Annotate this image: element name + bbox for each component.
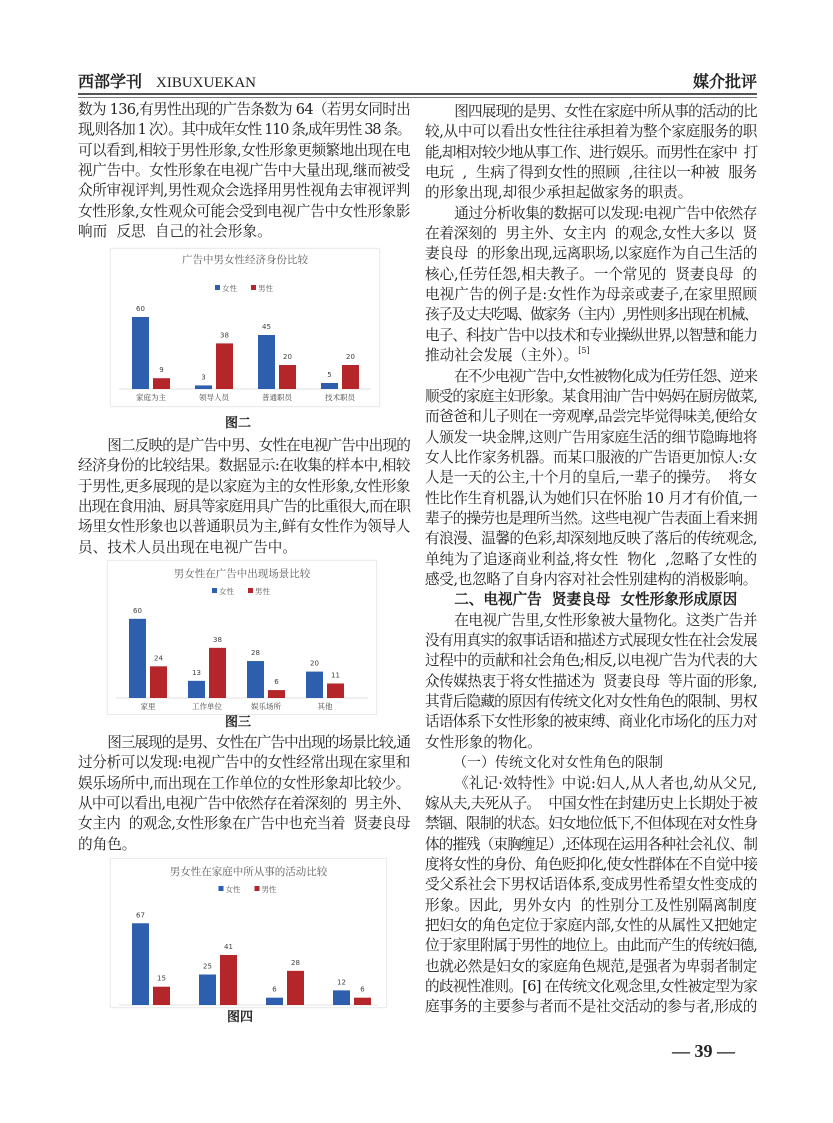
text-line bbox=[78, 436, 410, 456]
text-line bbox=[425, 407, 757, 427]
text-line bbox=[78, 161, 410, 181]
text-line bbox=[425, 244, 757, 264]
text-line bbox=[425, 835, 757, 855]
text-line bbox=[78, 100, 410, 120]
data-label: 6 bbox=[272, 985, 277, 994]
data-label: 28 bbox=[291, 958, 300, 967]
text-line-content: 庭事务的主要参与者而不是社交活动的参与者,形成的 bbox=[425, 998, 757, 1016]
text-line-content: 的歧视性准则。[6] 在传统文化观念里,女性被定型为家 bbox=[425, 977, 758, 995]
category-label: 技术职员 bbox=[325, 393, 355, 402]
text-line bbox=[425, 896, 757, 916]
text-line-content: 电玩 , 生病了得到女性的照顾 ,往往以一种被 服务 bbox=[425, 164, 757, 182]
text-line bbox=[78, 497, 410, 517]
text-line-content: 众所审视评判,男性观众会选择用男性视角去审视评判 bbox=[78, 182, 410, 200]
text-line-content: 女性形象的物化。 bbox=[425, 733, 542, 751]
paragraph bbox=[425, 102, 757, 204]
text-line-content: 话语体系下女性形象的被束缚、商业化市场化的压力对 bbox=[425, 713, 757, 731]
legend-label: 男性 bbox=[261, 885, 277, 894]
legend-label: 女性 bbox=[225, 885, 241, 894]
text-line bbox=[425, 774, 757, 794]
text-line-content: 过分析可以发现:电视广告中的女性经常出现在家里和 bbox=[78, 754, 411, 772]
text-line bbox=[425, 712, 757, 732]
text-line bbox=[425, 143, 757, 163]
text-line bbox=[425, 509, 757, 529]
text-line bbox=[425, 570, 757, 590]
text-line bbox=[425, 529, 757, 549]
text-line-content: 女性形象,女性观众可能会受到电视广告中女性形象影 bbox=[78, 202, 410, 220]
text-line bbox=[425, 326, 757, 346]
legend-label: 女性 bbox=[222, 284, 237, 293]
bar-female bbox=[195, 385, 212, 389]
bar-male bbox=[209, 648, 226, 698]
bar-male bbox=[220, 955, 237, 1005]
text-line-content: 二、电视广告 贤妻良母 女性形象形成原因 bbox=[454, 591, 738, 609]
text-line bbox=[425, 672, 757, 692]
data-label: 60 bbox=[133, 606, 142, 615]
legend-swatch-male bbox=[251, 285, 256, 290]
data-label: 38 bbox=[213, 635, 222, 644]
bar-male bbox=[279, 365, 296, 389]
text-line-content: 于男性,更多展现的是以家庭为主的女性形象,女性形象 bbox=[78, 477, 411, 495]
text-line-content: 单纯为了追逐商业利益,将女性 物化 ,忽略了女性的 bbox=[425, 550, 757, 568]
text-line-content: 感受,也忽略了自身内容对社会性别建构的消极影响。 bbox=[425, 570, 757, 588]
text-line bbox=[425, 855, 757, 875]
paragraph bbox=[78, 733, 410, 855]
text-line bbox=[425, 631, 757, 651]
bar-chart-figure-3 bbox=[107, 560, 377, 715]
category-label: 娱乐场所 bbox=[251, 702, 281, 711]
text-line bbox=[425, 346, 757, 366]
bar-female bbox=[247, 661, 264, 698]
page-number: — 39 — bbox=[672, 1041, 735, 1061]
text-line bbox=[425, 305, 757, 325]
text-line-content: 没有用真实的叙事话语和描述方式展现女性在社会发展 bbox=[425, 632, 757, 650]
text-line-content: 在着深刻的 男主外、女主内 的观念,女性大多以 贤 bbox=[425, 225, 757, 243]
data-label: 25 bbox=[203, 962, 212, 971]
text-line bbox=[78, 753, 410, 773]
text-line-content: 有浪漫、温馨的色彩,却深刻地反映了落后的传统观念, bbox=[425, 530, 758, 548]
journal-name-cn: 西部学刊 bbox=[78, 72, 143, 91]
text-line-content: 从中可以看出,电视广告中依然存在着深刻的 男主外、 bbox=[78, 795, 410, 813]
header-rule-thin bbox=[78, 97, 757, 98]
text-line-content: 视广告中。女性形象在电视广告中大量出现,继而被受 bbox=[78, 162, 410, 180]
text-line-content: 图三展现的是男、女性在广告中出现的场景比较,通 bbox=[107, 734, 410, 751]
text-line-content: 的形象出现,却很少承担起做家务的职责。 bbox=[425, 184, 693, 202]
bar-male bbox=[216, 343, 233, 389]
text-line bbox=[425, 814, 757, 834]
text-line-content: 位于家里附属于男性的地位上。由此而产生的传统妇德, bbox=[425, 937, 757, 955]
text-line-content: 辈子的操劳也是理所当然。这些电视广告表面上看来拥 bbox=[425, 509, 757, 527]
text-line bbox=[78, 794, 410, 814]
bar-male bbox=[153, 378, 170, 389]
text-line bbox=[425, 387, 757, 407]
text-line-content: 核心,任劳任怨,相夫教子。一个常见的 贤妻良母 的 bbox=[425, 265, 757, 283]
running-header-journal bbox=[78, 72, 256, 93]
text-line-content: 顺受的家庭主妇形象。某食用油广告中妈妈在厨房做菜, bbox=[425, 387, 757, 405]
bar-female bbox=[132, 923, 149, 1005]
chart-title: 男女性在广告中出现场景比较 bbox=[173, 568, 311, 580]
text-line-content: 电视广告的例子是:女性作为母亲或妻子,在家里照顾 bbox=[425, 286, 757, 304]
text-line bbox=[425, 285, 757, 305]
data-label: 67 bbox=[136, 911, 145, 920]
text-line-content: 可以看到,相较于男性形象,女性形象更频繁地出现在电 bbox=[78, 141, 411, 159]
text-line-content: 人是一天的公主,十个月的皇后,一辈子的操劳。 将女 bbox=[425, 469, 758, 487]
legend-swatch-female bbox=[212, 588, 217, 593]
text-line bbox=[425, 265, 757, 285]
text-line-content: 经济身份的比较结果。数据显示:在收集的样本中,相较 bbox=[78, 457, 410, 475]
text-line bbox=[425, 367, 757, 387]
data-label: 3 bbox=[201, 373, 206, 382]
text-line bbox=[78, 141, 410, 161]
text-line-content: 通过分析收集的数据可以发现:电视广告中依然存 bbox=[454, 204, 757, 222]
paragraph bbox=[425, 367, 757, 591]
paragraph bbox=[78, 100, 410, 242]
text-line-content: 较,从中可以看出女性往往承担着为整个家庭服务的职 bbox=[425, 123, 757, 141]
text-line-content: 体的摧残（束胸缠足）,还体现在运用各种社会礼仪、制 bbox=[425, 835, 757, 853]
category-label: 领导人员 bbox=[199, 393, 229, 402]
bar-male bbox=[327, 683, 344, 698]
data-label: 5 bbox=[327, 371, 332, 379]
text-line bbox=[425, 611, 757, 631]
category-label: 其他 bbox=[317, 702, 333, 711]
bar-female bbox=[188, 681, 205, 698]
text-line-content: 现,则各加 1 次）。其中成年女性 110 条,成年男性 38 条。 bbox=[78, 121, 411, 139]
text-line bbox=[425, 163, 757, 183]
text-line-content: 图四展现的是男、女性在家庭中所从事的活动的比 bbox=[454, 103, 757, 120]
text-line bbox=[78, 222, 410, 242]
legend-label: 男性 bbox=[258, 284, 273, 293]
category-label: 工作单位 bbox=[192, 702, 222, 711]
text-line-content: 《礼记·效特性》中说:妇人,从人者也,幼从父兄, bbox=[454, 774, 757, 792]
running-header-section: 媒介批评 bbox=[692, 72, 757, 91]
text-line-content: 妻良母 的形象出现,远离职场,以家庭作为自己生活的 bbox=[425, 245, 758, 263]
text-line-content: 把妇女的角色定位于家庭内部,女性的从属性又把她定 bbox=[425, 916, 757, 934]
text-line-content: 受父系社会下男权话语体系,变成男性希望女性变成的 bbox=[425, 876, 757, 894]
text-line bbox=[78, 517, 410, 537]
bar-female bbox=[199, 975, 216, 1006]
text-line bbox=[78, 733, 410, 753]
legend-swatch-male bbox=[248, 588, 253, 593]
text-line-content: 其背后隐藏的原因有传统文化对女性角色的限制、男权 bbox=[425, 693, 757, 711]
text-line bbox=[425, 753, 757, 773]
subsection-heading bbox=[425, 753, 757, 773]
text-line bbox=[425, 733, 757, 753]
bar-female bbox=[266, 998, 283, 1005]
text-line-content: 电子、科技广告中以技术和专业操纵世界,以智慧和能力 bbox=[425, 326, 757, 344]
data-label: 13 bbox=[192, 668, 201, 677]
data-label: 6 bbox=[360, 985, 365, 994]
bar-female bbox=[333, 990, 350, 1005]
text-line-content: 女人比作家务机器。而某口服液的广告语更加惊人:女 bbox=[425, 448, 758, 466]
text-line bbox=[425, 468, 757, 488]
category-label: 家庭为主 bbox=[136, 393, 166, 402]
chart-svg bbox=[108, 561, 376, 714]
chart-title: 广告中男女性经济身份比较 bbox=[182, 254, 308, 266]
text-line-content: 推动社会发展（主外）。 bbox=[425, 347, 579, 365]
text-line-content: （一）传统文化对女性角色的限制 bbox=[453, 755, 663, 772]
text-line bbox=[425, 183, 757, 203]
paragraph bbox=[425, 204, 757, 367]
bar-male bbox=[342, 365, 359, 389]
data-label: 20 bbox=[283, 353, 292, 361]
data-label: 28 bbox=[251, 649, 260, 658]
text-line-content: 过程中的贡献和社会角色;相反,以电视广告为代表的大 bbox=[425, 652, 757, 670]
text-line bbox=[425, 651, 757, 671]
bar-male bbox=[153, 987, 170, 1005]
text-line bbox=[425, 977, 757, 997]
text-line-content: 女主内 的观念,女性形象在广告中也充当着 贤妻良母 bbox=[78, 815, 411, 833]
text-line bbox=[425, 875, 757, 895]
text-line bbox=[425, 936, 757, 956]
data-label: 20 bbox=[346, 353, 355, 361]
text-line-content: 的角色。 bbox=[78, 835, 137, 853]
text-line bbox=[425, 692, 757, 712]
category-label: 家里 bbox=[140, 702, 156, 711]
text-line-content: 响而 反思 自己的社会形象。 bbox=[78, 223, 272, 241]
bar-male bbox=[268, 690, 285, 698]
text-line bbox=[425, 224, 757, 244]
text-line-content: 也就必然是妇女的家庭角色规范,是强者为卑弱者制定 bbox=[425, 957, 757, 975]
text-line bbox=[78, 120, 410, 140]
text-line-content: 在不少电视广告中,女性被物化成为任劳任怨、逆来 bbox=[454, 367, 757, 385]
text-line bbox=[425, 590, 757, 610]
figure-3-caption: 图三 bbox=[224, 715, 251, 730]
paragraph bbox=[78, 436, 410, 558]
data-label: 38 bbox=[220, 331, 229, 340]
text-line bbox=[78, 835, 410, 855]
chart-svg bbox=[111, 249, 379, 406]
text-line-content: 能,却相对较少地从事工作、进行娱乐。而男性在家中 打 bbox=[425, 143, 757, 161]
bar-female bbox=[132, 317, 149, 389]
legend-label: 女性 bbox=[219, 587, 234, 596]
data-label: 60 bbox=[136, 305, 145, 313]
legend-swatch-male bbox=[255, 886, 260, 891]
data-label: 11 bbox=[331, 671, 340, 680]
text-line-content: 数为 136,有男性出现的广告条数为 64（若男女同时出 bbox=[78, 101, 411, 118]
data-label: 12 bbox=[337, 978, 346, 987]
text-line bbox=[78, 202, 410, 222]
legend-label: 男性 bbox=[255, 587, 270, 596]
data-label: 20 bbox=[310, 659, 319, 668]
text-line bbox=[425, 550, 757, 570]
journal-name-en: XIBUXUEKAN bbox=[156, 75, 257, 91]
bar-male bbox=[354, 998, 371, 1005]
bar-chart-figure-2 bbox=[110, 248, 380, 407]
data-label: 15 bbox=[157, 974, 166, 983]
text-line bbox=[78, 774, 410, 794]
bar-chart-figure-4 bbox=[110, 858, 387, 1008]
category-label: 普通职员 bbox=[262, 393, 292, 402]
text-line-content: 图二反映的是广告中男、女性在电视广告中出现的 bbox=[107, 437, 410, 454]
text-line-content: 场里女性形象也以普通职员为主,鲜有女性作为领导人 bbox=[78, 518, 410, 536]
citation-ref: [5] bbox=[578, 346, 590, 356]
text-line bbox=[425, 957, 757, 977]
text-line bbox=[425, 102, 757, 122]
bar-female bbox=[321, 383, 338, 389]
text-line bbox=[78, 477, 410, 497]
header-rule bbox=[78, 93, 757, 95]
section-heading bbox=[425, 590, 757, 610]
paragraph bbox=[425, 611, 757, 753]
text-line-content: 在电视广告里,女性形象被大量物化。这类广告并 bbox=[454, 611, 757, 629]
bar-female bbox=[258, 335, 275, 389]
data-label: 24 bbox=[154, 654, 163, 663]
text-line-content: 而爸爸和儿子则在一旁观摩,品尝完毕觉得味美,便给女 bbox=[425, 408, 758, 426]
bar-female bbox=[129, 619, 146, 698]
paragraph bbox=[425, 774, 757, 1018]
text-line bbox=[78, 181, 410, 201]
text-line bbox=[425, 204, 757, 224]
text-line bbox=[425, 916, 757, 936]
chart-title: 男女性在家庭中所从事的活动比较 bbox=[169, 866, 328, 878]
text-line bbox=[425, 489, 757, 509]
text-line-content: 众传媒热衷于将女性描述为 贤妻良母 等片面的形象, bbox=[425, 672, 758, 690]
text-line bbox=[78, 814, 410, 834]
text-line-content: 度将女性的身份、角色贬抑化,使女性群体在不自觉中接 bbox=[425, 855, 757, 873]
legend-swatch-female bbox=[215, 285, 220, 290]
text-line bbox=[425, 122, 757, 142]
bar-male bbox=[150, 666, 167, 698]
bar-female bbox=[306, 672, 323, 698]
text-line bbox=[425, 794, 757, 814]
text-line-content: 出现在食用油、厨具等家庭用具广告的比重很大,而在职 bbox=[78, 498, 410, 516]
text-line-content: 孩子及丈夫吃喝、做家务（主内）,男性则多出现在机械、 bbox=[425, 306, 757, 324]
data-label: 45 bbox=[262, 323, 271, 331]
chart-svg bbox=[111, 859, 386, 1007]
figure-4-caption: 图四 bbox=[226, 1010, 253, 1025]
text-line bbox=[78, 456, 410, 476]
text-line-content: 人颁发一块金牌,这则广告用家庭生活的细节隐晦地将 bbox=[425, 428, 757, 446]
text-line-content: 员、技术人员出现在电视广告中。 bbox=[78, 538, 297, 556]
text-line bbox=[78, 538, 410, 558]
figure-2-caption: 图二 bbox=[224, 416, 251, 431]
text-line bbox=[425, 428, 757, 448]
data-label: 9 bbox=[159, 366, 164, 375]
text-line-content: 嫁从夫,夫死从子。 中国女性在封建历史上长期处于被 bbox=[425, 794, 757, 812]
text-line-content: 禁锢、限制的状态。妇女地位低下,不但体现在对女性身 bbox=[425, 815, 757, 833]
text-line-content: 性比作生育机器,认为她们只在怀胎 10 月才有价值,一 bbox=[425, 489, 757, 507]
text-line bbox=[425, 448, 757, 468]
text-line bbox=[425, 997, 757, 1017]
data-label: 6 bbox=[274, 678, 279, 687]
data-label: 41 bbox=[224, 942, 233, 951]
text-line-content: 形象。因此, 男外女内 的性别分工及性别隔离制度 bbox=[425, 896, 758, 914]
legend-swatch-female bbox=[219, 886, 224, 891]
bar-male bbox=[287, 971, 304, 1005]
text-line-content: 娱乐场所中,而出现在工作单位的女性形象却比较少。 bbox=[78, 774, 410, 792]
